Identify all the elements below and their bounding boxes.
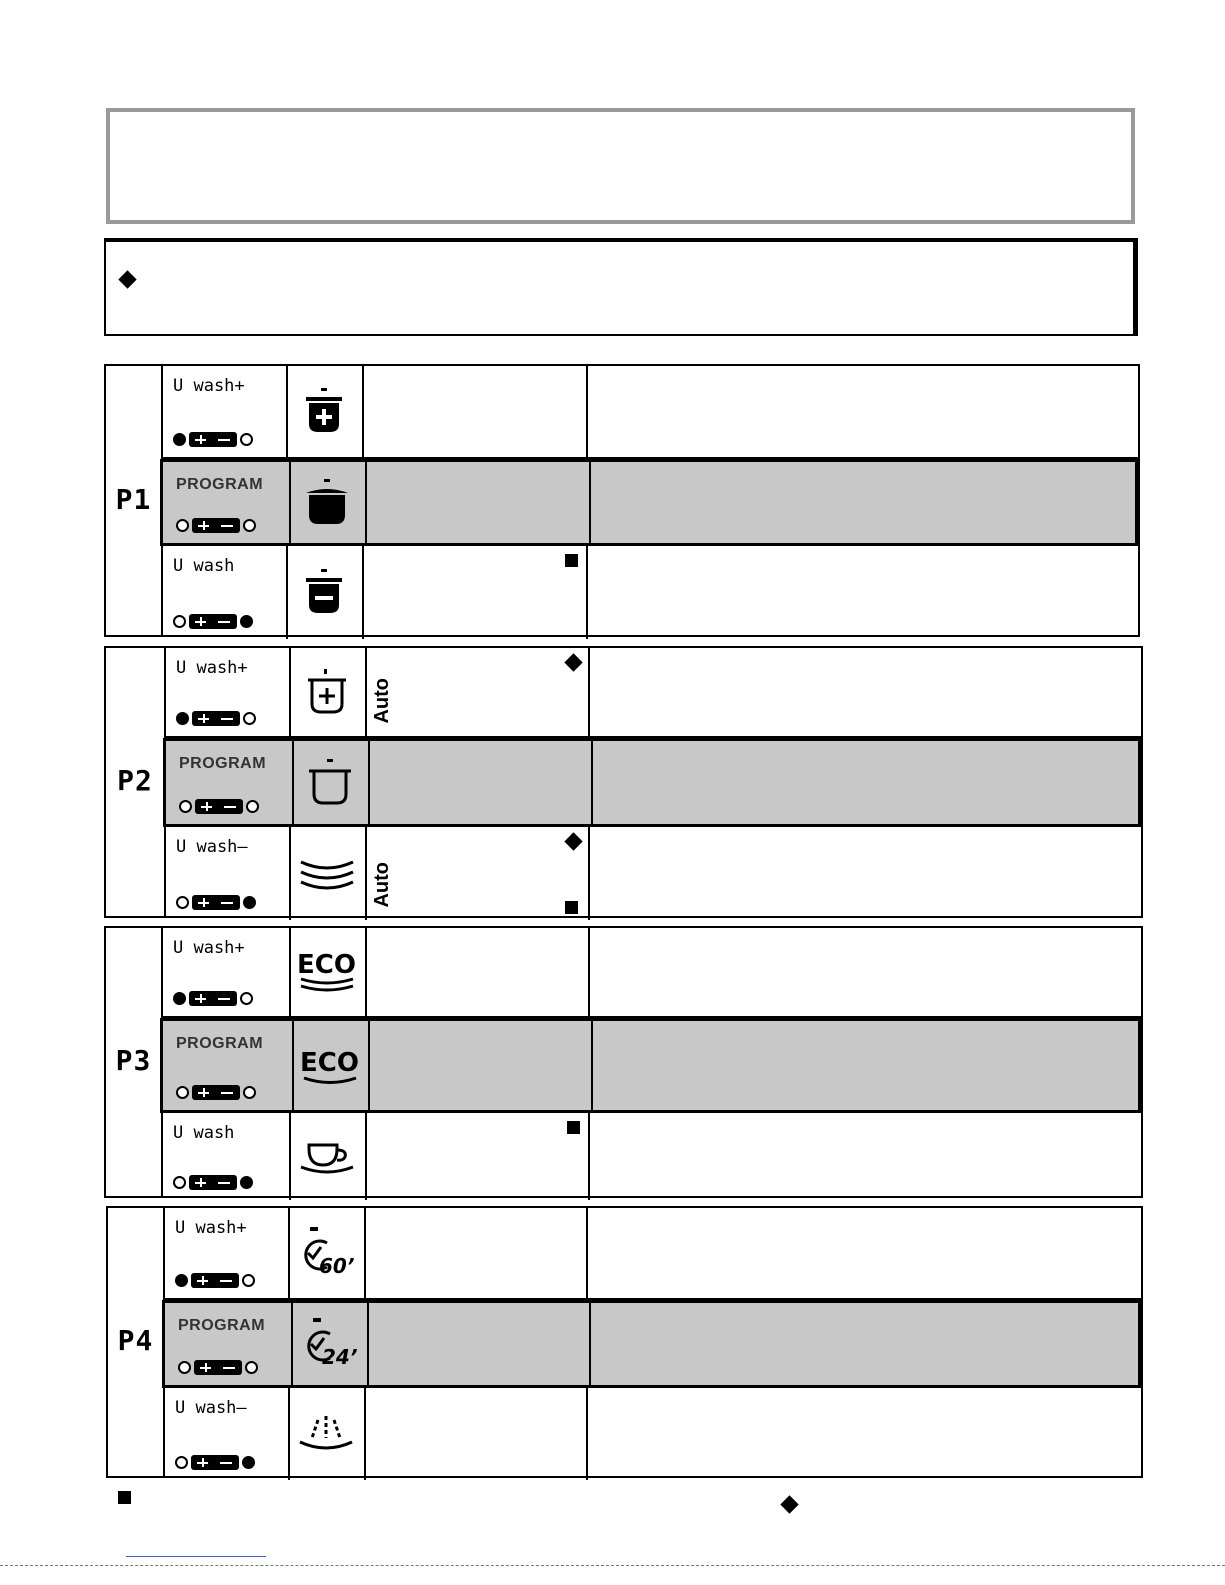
program-name-cell: [368, 741, 593, 824]
program-label: P2: [117, 764, 153, 797]
indicator-light-left: [173, 433, 186, 446]
square-marker-icon: [565, 901, 578, 914]
option-row: [163, 546, 1138, 639]
program-icon-cell: [288, 1388, 366, 1480]
indicator-light-left: [178, 1361, 191, 1374]
program-description-cell: [586, 546, 1138, 639]
option-row: [163, 366, 1138, 459]
note-box: [104, 238, 1138, 336]
square-marker-icon: [565, 554, 578, 567]
auto-label: Auto: [371, 678, 393, 724]
plus-minus-bar-icon: [192, 518, 240, 533]
option-row: [160, 459, 1138, 546]
option-row: [166, 827, 1141, 920]
plus-minus-bar-icon: [189, 432, 237, 447]
option-row: [166, 648, 1141, 738]
indicator-light-left: [173, 615, 186, 628]
indicator-light-left: [173, 992, 186, 1005]
plus-minus-indicator: [173, 1175, 253, 1190]
option-row: [162, 1300, 1141, 1388]
pot-minus-icon: [286, 546, 362, 639]
program-icon-cell: [288, 1208, 366, 1298]
program-name-cell: [367, 1303, 591, 1385]
program-description-cell: [589, 1303, 1138, 1385]
option-indicator-cell: [163, 366, 288, 457]
program-description-cell: [588, 827, 1141, 920]
plus-minus-indicator: [178, 1360, 258, 1375]
plus-minus-bar-icon: [191, 1455, 239, 1470]
program-icon-cell: [289, 1113, 367, 1200]
indicator-light-left: [179, 800, 192, 813]
u-wash-indicator-label: U wash+: [173, 938, 245, 958]
option-indicator-cell: [165, 1208, 290, 1298]
page-edge-dotted-line: [0, 1565, 1225, 1566]
program-label: P4: [117, 1324, 154, 1357]
eco-icon: [292, 1021, 368, 1110]
program-name-cell: [364, 1388, 588, 1480]
program-description-cell: [588, 648, 1141, 736]
plus-minus-indicator: [173, 614, 253, 629]
indicator-light-right: [240, 992, 253, 1005]
plus-minus-indicator: [175, 1455, 255, 1470]
u-wash-indicator-label: U wash+: [175, 1218, 247, 1238]
program-icon-cell: [286, 546, 364, 639]
u-wash-indicator-label: U wash—: [176, 837, 248, 857]
indicator-light-right: [243, 519, 256, 532]
diamond-marker-icon: [564, 653, 582, 671]
indicator-light-left: [175, 1456, 188, 1469]
program-name-cell: [362, 546, 588, 639]
option-indicator-cell: [166, 1021, 294, 1110]
legend-square-icon: [118, 1491, 131, 1504]
option-indicator-cell: [166, 827, 291, 920]
program-icon-cell: [289, 827, 367, 920]
program-description-cell: [586, 366, 1138, 457]
option-row: [160, 1018, 1141, 1113]
plus-minus-bar-icon: [189, 991, 237, 1006]
option-row: [163, 738, 1141, 827]
rinse-spray-icon: [288, 1388, 364, 1480]
indicator-light-left: [176, 896, 189, 909]
indicator-light-right: [240, 615, 253, 628]
program-name-cell: [365, 1113, 590, 1200]
option-indicator-cell: [166, 648, 291, 736]
pot-outline-icon: [292, 741, 368, 824]
option-row: [163, 1113, 1141, 1200]
program-group-p4: [106, 1206, 1143, 1478]
timer-24-icon: [291, 1303, 367, 1385]
indicator-light-right: [242, 1274, 255, 1287]
program-indicator-label: PROGRAM: [178, 1317, 266, 1334]
program-icon-cell: [291, 1303, 369, 1385]
u-wash-indicator-label: U wash: [173, 556, 235, 576]
plus-minus-bar-icon: [192, 711, 240, 726]
svg-text:24’: 24’: [322, 1345, 358, 1369]
indicator-light-left: [176, 712, 189, 725]
program-label: P1: [115, 482, 152, 516]
program-label-cell: [106, 648, 166, 916]
option-row: [165, 1208, 1141, 1300]
program-icon-cell: [289, 462, 367, 543]
plus-minus-indicator: [173, 432, 253, 447]
program-icon-cell: [289, 648, 367, 736]
program-description-cell: [586, 1388, 1141, 1480]
legend-diamond-icon: [780, 1495, 798, 1513]
option-row: [165, 1388, 1141, 1480]
plus-minus-indicator: [176, 518, 256, 533]
plus-minus-bar-icon: [189, 1175, 237, 1190]
plus-minus-bar-icon: [192, 1085, 240, 1100]
program-name-cell: [362, 366, 588, 457]
indicator-light-right: [240, 433, 253, 446]
option-indicator-cell: [169, 741, 294, 824]
plus-minus-bar-icon: [195, 799, 243, 814]
u-wash-indicator-label: U wash+: [176, 658, 248, 678]
program-name-cell: [364, 1208, 588, 1298]
program-indicator-label: PROGRAM: [176, 1035, 264, 1052]
program-indicator-label: PROGRAM: [179, 755, 267, 772]
option-indicator-cell: [163, 1113, 291, 1200]
program-group-p3: [104, 926, 1143, 1198]
indicator-light-right: [243, 712, 256, 725]
pot-plus-icon: [286, 366, 362, 457]
plus-minus-indicator: [176, 711, 256, 726]
timer-60-icon: [288, 1208, 364, 1298]
plus-minus-bar-icon: [192, 895, 240, 910]
plus-minus-indicator: [176, 1085, 256, 1100]
indicator-light-right: [245, 1361, 258, 1374]
program-name-cell: [368, 1021, 593, 1110]
pot-outline-plus-icon: [289, 648, 365, 736]
program-label-cell: [108, 1208, 165, 1476]
indicator-light-right: [246, 800, 259, 813]
indicator-light-left: [176, 519, 189, 532]
indicator-light-right: [243, 896, 256, 909]
option-indicator-cell: [166, 462, 291, 543]
program-description-cell: [591, 741, 1138, 824]
plus-minus-indicator: [179, 799, 259, 814]
program-label-cell: [106, 366, 163, 635]
u-wash-indicator-label: U wash—: [175, 1398, 247, 1418]
footer-link-underline: [126, 1556, 266, 1557]
indicator-light-left: [173, 1176, 186, 1189]
program-icon-cell: [286, 366, 364, 457]
program-name-cell: [365, 462, 591, 543]
pot-filled-icon: [289, 462, 365, 543]
program-icon-cell: [292, 741, 370, 824]
indicator-light-right: [242, 1456, 255, 1469]
program-group-p1: [104, 364, 1140, 637]
diamond-marker-icon: [564, 832, 582, 850]
option-indicator-cell: [163, 928, 291, 1016]
plus-minus-bar-icon: [189, 614, 237, 629]
indicator-light-right: [240, 1176, 253, 1189]
svg-text:ECO: ECO: [300, 1047, 359, 1078]
eco-plates-icon: [289, 928, 365, 1016]
indicator-light-right: [243, 1086, 256, 1099]
option-indicator-cell: [168, 1303, 293, 1385]
plus-minus-indicator: [176, 895, 256, 910]
program-description-cell: [588, 928, 1141, 1016]
program-name-cell: [365, 928, 590, 1016]
program-indicator-label: PROGRAM: [176, 476, 264, 493]
program-description-cell: [588, 1113, 1141, 1200]
plus-minus-bar-icon: [191, 1273, 239, 1288]
program-description-cell: [586, 1208, 1141, 1298]
program-group-p2: [104, 646, 1143, 918]
u-wash-indicator-label: U wash+: [173, 376, 245, 396]
cup-icon: [289, 1113, 365, 1200]
program-description-cell: [589, 462, 1135, 543]
program-name-cell: [365, 648, 590, 736]
square-marker-icon: [567, 1121, 580, 1134]
indicator-light-left: [175, 1274, 188, 1287]
plus-minus-bar-icon: [194, 1360, 242, 1375]
option-indicator-cell: [165, 1388, 290, 1480]
option-indicator-cell: [163, 546, 288, 639]
indicator-light-left: [176, 1086, 189, 1099]
stacked-plates-icon: [289, 827, 365, 920]
u-wash-indicator-label: U wash: [173, 1123, 235, 1143]
svg-text:ECO: ECO: [297, 950, 356, 980]
program-label: P3: [115, 1044, 152, 1077]
program-label-cell: [106, 928, 163, 1196]
option-row: [163, 928, 1141, 1018]
auto-label: Auto: [371, 862, 393, 908]
plus-minus-indicator: [175, 1273, 255, 1288]
program-description-cell: [591, 1021, 1138, 1110]
header-box: [106, 108, 1135, 224]
svg-text:60’: 60’: [319, 1254, 355, 1278]
program-icon-cell: [289, 928, 367, 1016]
program-icon-cell: [292, 1021, 370, 1110]
program-name-cell: [365, 827, 590, 920]
plus-minus-indicator: [173, 991, 253, 1006]
diamond-marker-icon: [118, 270, 136, 288]
